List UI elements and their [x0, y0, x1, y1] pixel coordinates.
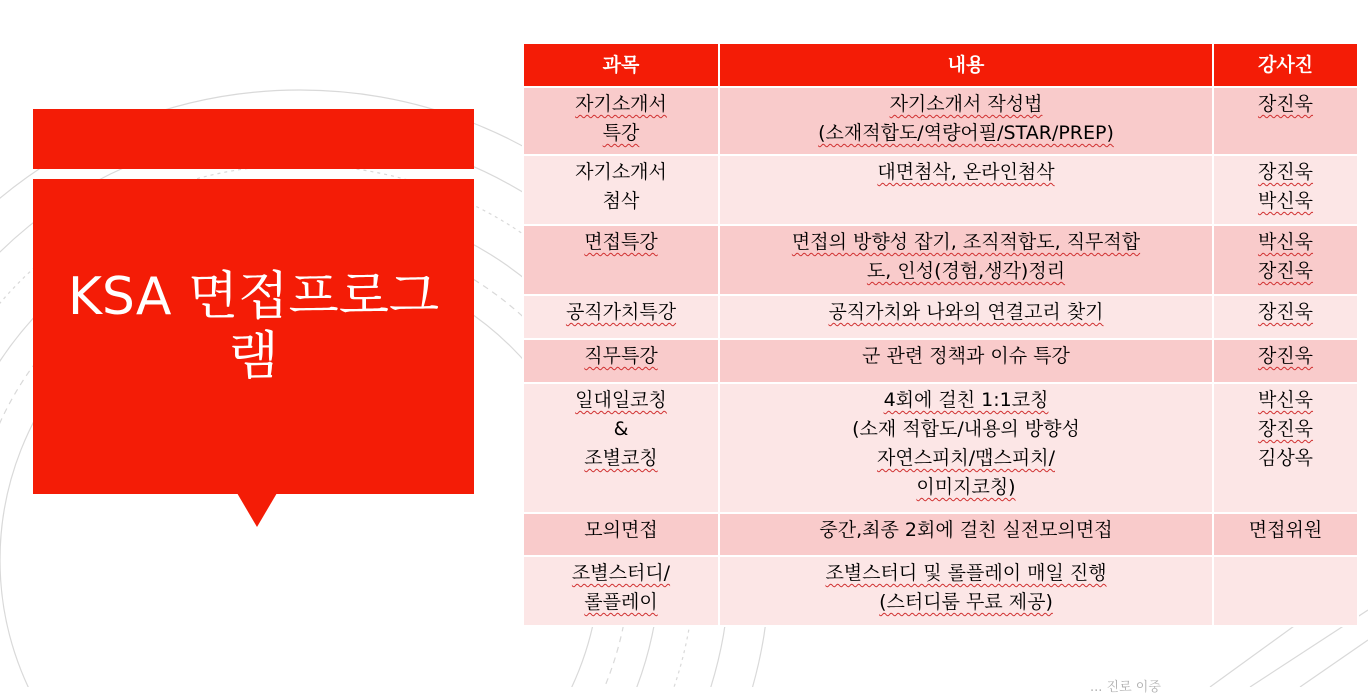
- content-cell: [719, 556, 1213, 626]
- subject-line: 첨삭: [602, 190, 640, 212]
- content-line: (소재적합도/역량어필/STAR/PREP): [818, 122, 1114, 144]
- subject-line: 공직가치특강: [565, 301, 677, 323]
- content-line: 중간,최종 2회에 걸친 실전모의면접: [819, 519, 1113, 541]
- content-line: 면접의 방향성 잡기, 조직적합도, 직무적합: [791, 231, 1141, 253]
- table-row: [523, 87, 1358, 155]
- instructor-cell: [1213, 225, 1358, 295]
- instructor-line: 면접위원: [1248, 519, 1323, 541]
- instructor-cell: [1213, 513, 1358, 556]
- content-cell: [719, 339, 1213, 383]
- curriculum-table: [522, 42, 1359, 627]
- content-line: 도, 인성(경험,생각)정리: [866, 260, 1066, 282]
- instructor-line: 장진욱: [1257, 260, 1314, 282]
- subject-cell: [523, 513, 719, 556]
- subject-line: 일대일코칭: [575, 389, 667, 411]
- subject-line: 면접특강: [584, 231, 658, 253]
- subject-line: 자기소개서: [575, 161, 667, 183]
- subject-cell: [523, 556, 719, 626]
- subject-cell: [523, 383, 719, 513]
- subject-line: 모의면접: [584, 519, 658, 541]
- title-box: [33, 179, 474, 494]
- header-instructor: 강사진: [1213, 43, 1358, 87]
- content-cell: [719, 225, 1213, 295]
- table-row: [523, 155, 1358, 225]
- table-row: [523, 556, 1358, 626]
- subject-line: 조별스터디/: [571, 562, 671, 584]
- content-cell: [719, 513, 1213, 556]
- table-row: [523, 295, 1358, 339]
- table-row: [523, 339, 1358, 383]
- instructor-cell: [1213, 556, 1358, 626]
- table-header-row: [523, 43, 1358, 87]
- content-line: 자연스피치/맵스피치/: [877, 447, 1055, 469]
- instructor-line: 박신욱: [1257, 389, 1314, 411]
- content-line: 대면첨삭, 온라인첨삭: [877, 161, 1055, 183]
- instructor-line: 장진욱: [1257, 301, 1314, 323]
- subject-line: &: [613, 418, 629, 440]
- subject-cell: [523, 87, 719, 155]
- subject-line: 롤플레이: [584, 591, 658, 613]
- content-line: 이미지코칭): [916, 476, 1016, 498]
- content-line: 군 관련 정책과 이슈 특강: [862, 345, 1070, 367]
- content-cell: [719, 87, 1213, 155]
- instructor-line: 장진욱: [1257, 345, 1314, 367]
- title-pointer-triangle: [237, 493, 277, 527]
- instructor-cell: [1213, 383, 1358, 513]
- instructor-line: 장진욱: [1257, 161, 1314, 183]
- subject-cell: [523, 339, 719, 383]
- subject-cell: [523, 155, 719, 225]
- content-line: (소재 적합도/내용의 방향성: [852, 418, 1080, 440]
- header-content: 내용: [719, 43, 1213, 87]
- instructor-cell: [1213, 155, 1358, 225]
- header-subject: 과목: [523, 43, 719, 87]
- content-line: 자기소개서 작성법: [889, 93, 1043, 115]
- subject-cell: [523, 225, 719, 295]
- table-row: [523, 225, 1358, 295]
- instructor-line: 박신욱: [1257, 231, 1314, 253]
- slide-title: KSA 면접프로그램: [67, 266, 440, 387]
- subject-line: 특강: [602, 122, 640, 144]
- subject-line: 조별코칭: [584, 447, 658, 469]
- instructor-line: 김상옥: [1257, 447, 1314, 469]
- subject-cell: [523, 295, 719, 339]
- content-line: 공직가치와 나와의 연결고리 찾기: [828, 301, 1104, 323]
- content-line: 조별스터디 및 롤플레이 매일 진행: [825, 562, 1107, 584]
- content-cell: [719, 383, 1213, 513]
- instructor-cell: [1213, 87, 1358, 155]
- table-row: [523, 383, 1358, 513]
- subject-line: 자기소개서: [575, 93, 667, 115]
- instructor-cell: [1213, 295, 1358, 339]
- content-line: 4회에 걸친 1:1코칭: [883, 389, 1049, 411]
- subject-line: 직무특강: [584, 345, 658, 367]
- instructor-line: 장진욱: [1257, 418, 1314, 440]
- footer-note: ... 진로 이중: [1090, 680, 1161, 695]
- instructor-line: 박신욱: [1257, 190, 1314, 212]
- table-row: [523, 513, 1358, 556]
- content-cell: [719, 295, 1213, 339]
- instructor-line: 장진욱: [1257, 93, 1314, 115]
- instructor-cell: [1213, 339, 1358, 383]
- content-line: (스터디룸 무료 제공): [879, 591, 1053, 613]
- title-accent-bar: [33, 109, 474, 169]
- content-cell: [719, 155, 1213, 225]
